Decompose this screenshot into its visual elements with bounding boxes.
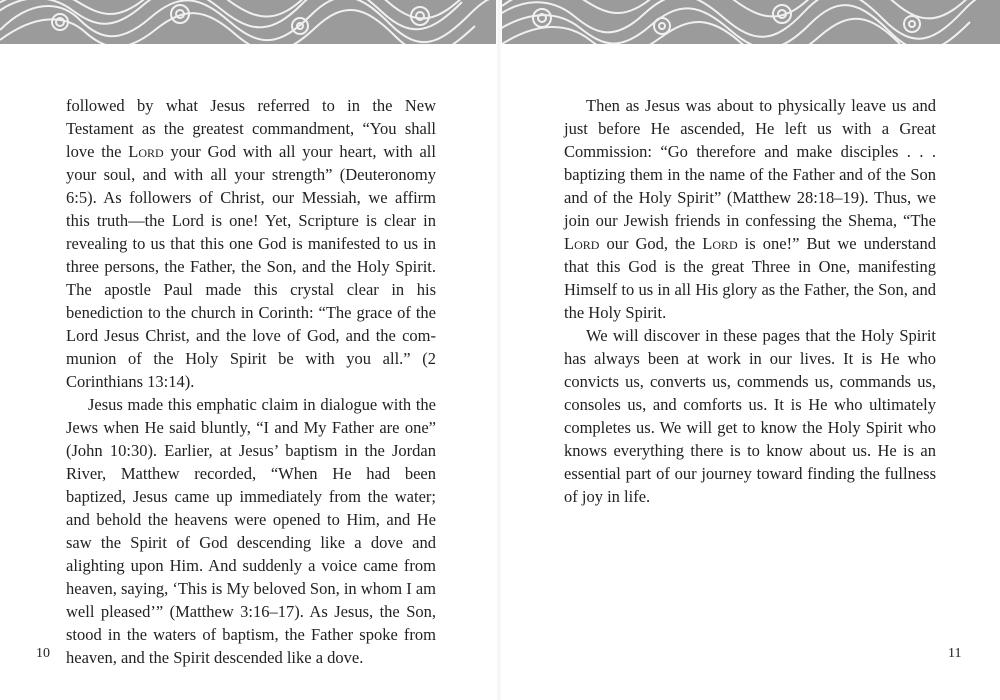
decorative-header-banner-right: [502, 0, 1000, 44]
decorative-header-banner-left: [0, 0, 496, 44]
paragraph: Then as Jesus was about to physically leave us and just before He ascended, He left us with a Great Commission: “Go therefore and make disciples . . . baptizing them in the name of the Father and of the Son and of the Holy Spirit” (Matthew 28:18–19). Thus, we join our Jewish friends in confessing the Shema, “The Lord our God, the Lord is one!” But we understand that this God is the great Three in One, manifesting Himself to us in all His glory as the Father, the Son, and the Holy Spirit.: [564, 96, 936, 322]
paragraph: followed by what Jesus referred to in the New Testament as the greatest commandment, “You shall love the Lord your God with all your heart, with all your soul, and with all your strength” (Deuteronomy 6:5). As followers of Christ, our Messiah, we affirm this truth—the Lord is one! Yet, Scripture is clear in revealing to us that this one God is manifested to us in three persons, the Father, the Son, and the Holy Spirit. The apostle Paul made this crystal clear in his benediction to the church in Corinth: “The grace of the Lord Jesus Christ, and the love of God, and the communion of the Holy Spirit be with you all.” (2 Corinthians 13:14).: [66, 96, 436, 391]
book-gutter: [496, 0, 502, 700]
right-page-body: [564, 94, 936, 508]
paragraph: We will discover in these pages that the Holy Spirit has always been at work in our lives. It is He who convicts us, converts us, commends us, commands us, consoles us, and comforts us. It is He who ultimately completes us. We will get to know the Holy Spirit who knows everything there is to know about us. He is an essential part of our journey toward finding the fullness of joy in life.: [564, 326, 936, 506]
small-caps-lord: Lord: [702, 234, 738, 253]
left-page-body: [66, 94, 436, 669]
swirl-pattern-icon: [502, 0, 1000, 44]
swirl-pattern-icon: [0, 0, 496, 44]
small-caps-lord: Lord: [128, 142, 164, 161]
paragraph: Jesus made this emphatic claim in dialogue with the Jews when He said bluntly, “I and My Father are one” (John 10:30). Earlier, at Jesus’ baptism in the Jordan River, Matthew recorded, “When He had been baptized, Jesus came up immediately from the water; and behold the heavens were opened to Him, and He saw the Spirit of God descending like a dove and alighting upon Him. And suddenly a voice came from heaven, saying, ‘This is My beloved Son, in whom I am well pleased’” (Matthew 3:16–17). As Jesus, the Son, stood in the waters of baptism, the Father spoke from heaven, and the Spirit descended like a dove.: [66, 395, 436, 667]
small-caps-lord: Lord: [564, 234, 600, 253]
page-number-right: 11: [948, 646, 962, 661]
page-number-left: 10: [36, 646, 50, 661]
